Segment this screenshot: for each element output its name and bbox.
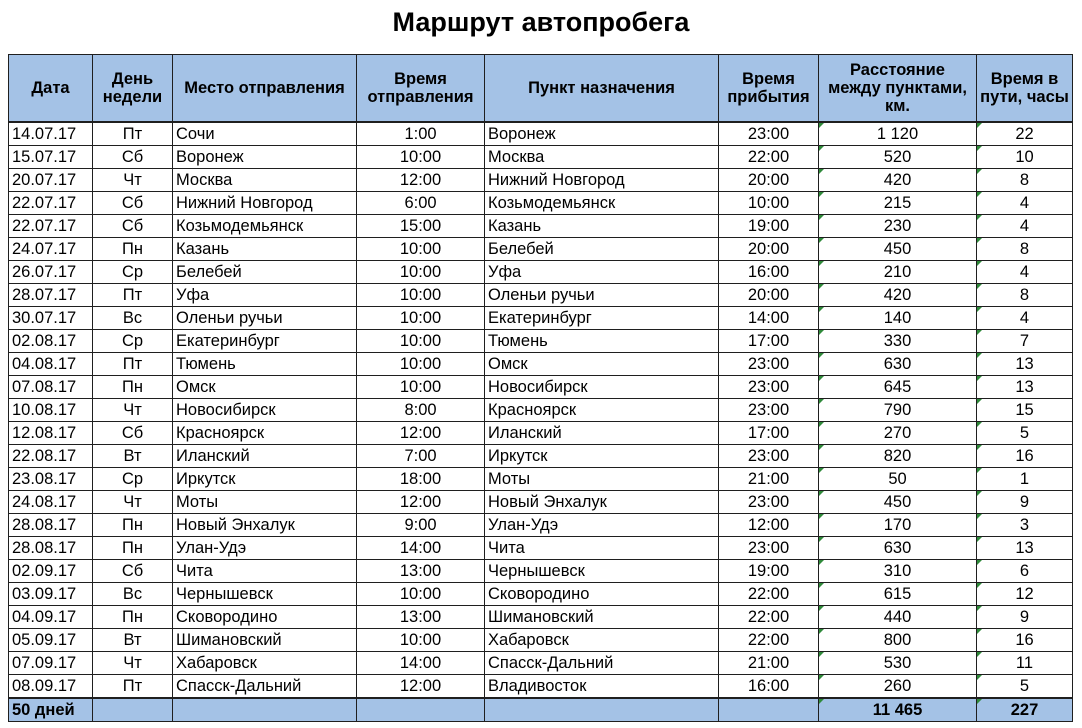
distance-cell[interactable]: 520 [819, 146, 977, 169]
date-cell[interactable]: 15.07.17 [9, 146, 93, 169]
departure-place-cell[interactable]: Сочи [173, 122, 357, 146]
distance-cell[interactable]: 270 [819, 422, 977, 445]
arrival-time-cell[interactable]: 10:00 [719, 192, 819, 215]
arrival-time-cell[interactable]: 23:00 [719, 353, 819, 376]
departure-place-cell[interactable]: Хабаровск [173, 652, 357, 675]
arrival-time-cell[interactable]: 23:00 [719, 376, 819, 399]
date-cell[interactable]: 23.08.17 [9, 468, 93, 491]
destination-cell[interactable]: Екатеринбург [485, 307, 719, 330]
weekday-cell[interactable]: Сб [93, 422, 173, 445]
table-row [9, 238, 1073, 261]
departure-time-cell[interactable]: 12:00 [357, 422, 485, 445]
table-row [9, 399, 1073, 422]
column-header-date[interactable]: Дата [9, 55, 93, 123]
departure-time-cell[interactable]: 15:00 [357, 215, 485, 238]
arrival-time-cell[interactable]: 21:00 [719, 652, 819, 675]
date-cell[interactable]: 22.07.17 [9, 192, 93, 215]
departure-time-cell[interactable]: 8:00 [357, 399, 485, 422]
distance-cell[interactable]: 820 [819, 445, 977, 468]
table-row [9, 169, 1073, 192]
departure-place-cell[interactable]: Новый Энхалук [173, 514, 357, 537]
departure-place-cell[interactable]: Иланский [173, 445, 357, 468]
route-table [8, 54, 1073, 722]
hours-cell[interactable]: 22 [977, 122, 1073, 146]
empty-cell[interactable] [93, 698, 173, 722]
departure-place-cell[interactable]: Тюмень [173, 353, 357, 376]
date-cell[interactable]: 05.09.17 [9, 629, 93, 652]
arrival-time-cell[interactable]: 17:00 [719, 422, 819, 445]
arrival-time-cell[interactable]: 20:00 [719, 169, 819, 192]
arrival-time-cell[interactable]: 17:00 [719, 330, 819, 353]
distance-cell[interactable]: 210 [819, 261, 977, 284]
total-distance-cell[interactable]: 11 465 [819, 698, 977, 722]
destination-cell[interactable]: Белебей [485, 238, 719, 261]
header-row [9, 55, 1073, 123]
table-row [9, 514, 1073, 537]
arrival-time-cell[interactable]: 22:00 [719, 146, 819, 169]
date-cell[interactable]: 28.08.17 [9, 514, 93, 537]
departure-time-cell[interactable]: 14:00 [357, 652, 485, 675]
departure-place-cell[interactable]: Екатеринбург [173, 330, 357, 353]
table-row [9, 422, 1073, 445]
distance-cell[interactable]: 800 [819, 629, 977, 652]
table-row [9, 606, 1073, 629]
departure-time-cell[interactable]: 10:00 [357, 583, 485, 606]
hours-cell[interactable]: 8 [977, 238, 1073, 261]
distance-cell[interactable]: 630 [819, 537, 977, 560]
hours-cell[interactable]: 3 [977, 514, 1073, 537]
hours-cell[interactable]: 13 [977, 376, 1073, 399]
hours-cell[interactable]: 4 [977, 261, 1073, 284]
arrival-time-cell[interactable]: 12:00 [719, 514, 819, 537]
distance-cell[interactable]: 215 [819, 192, 977, 215]
weekday-cell[interactable]: Сб [93, 215, 173, 238]
weekday-cell[interactable]: Чт [93, 169, 173, 192]
departure-time-cell[interactable]: 6:00 [357, 192, 485, 215]
date-cell[interactable]: 22.07.17 [9, 215, 93, 238]
weekday-cell[interactable]: Пн [93, 514, 173, 537]
departure-place-cell[interactable]: Красноярск [173, 422, 357, 445]
destination-cell[interactable]: Владивосток [485, 675, 719, 699]
table-row [9, 261, 1073, 284]
departure-place-cell[interactable]: Москва [173, 169, 357, 192]
departure-place-cell[interactable]: Моты [173, 491, 357, 514]
table-row [9, 215, 1073, 238]
destination-cell[interactable]: Новый Энхалук [485, 491, 719, 514]
weekday-cell[interactable]: Пн [93, 537, 173, 560]
empty-cell[interactable] [357, 698, 485, 722]
departure-time-cell[interactable]: 10:00 [357, 330, 485, 353]
departure-time-cell[interactable]: 10:00 [357, 353, 485, 376]
departure-place-cell[interactable]: Нижний Новгород [173, 192, 357, 215]
hours-cell[interactable]: 15 [977, 399, 1073, 422]
arrival-time-cell[interactable]: 22:00 [719, 629, 819, 652]
arrival-time-cell[interactable]: 23:00 [719, 491, 819, 514]
departure-place-cell[interactable]: Козьмодемьянск [173, 215, 357, 238]
date-cell[interactable]: 14.07.17 [9, 122, 93, 146]
weekday-cell[interactable]: Сб [93, 560, 173, 583]
arrival-time-cell[interactable]: 23:00 [719, 445, 819, 468]
date-cell[interactable]: 28.08.17 [9, 537, 93, 560]
departure-time-cell[interactable]: 10:00 [357, 261, 485, 284]
departure-place-cell[interactable]: Чита [173, 560, 357, 583]
date-cell[interactable]: 04.08.17 [9, 353, 93, 376]
distance-cell[interactable]: 615 [819, 583, 977, 606]
departure-time-cell[interactable]: 7:00 [357, 445, 485, 468]
column-header-arrive-time[interactable]: Время прибытия [719, 55, 819, 123]
total-hours-cell[interactable]: 227 [977, 698, 1073, 722]
empty-cell[interactable] [719, 698, 819, 722]
date-cell[interactable]: 22.08.17 [9, 445, 93, 468]
empty-cell[interactable] [173, 698, 357, 722]
hours-cell[interactable]: 4 [977, 307, 1073, 330]
totals-row [9, 698, 1073, 722]
departure-time-cell[interactable]: 10:00 [357, 146, 485, 169]
departure-time-cell[interactable]: 10:00 [357, 307, 485, 330]
distance-cell[interactable]: 440 [819, 606, 977, 629]
weekday-cell[interactable]: Чт [93, 652, 173, 675]
arrival-time-cell[interactable]: 16:00 [719, 675, 819, 699]
departure-place-cell[interactable]: Спасск-Дальний [173, 675, 357, 699]
departure-time-cell[interactable]: 10:00 [357, 284, 485, 307]
destination-cell[interactable]: Моты [485, 468, 719, 491]
table-row [9, 284, 1073, 307]
weekday-cell[interactable]: Ср [93, 261, 173, 284]
distance-cell[interactable]: 790 [819, 399, 977, 422]
arrival-time-cell[interactable]: 20:00 [719, 284, 819, 307]
weekday-cell[interactable]: Сб [93, 146, 173, 169]
distance-cell[interactable]: 330 [819, 330, 977, 353]
date-cell[interactable]: 02.08.17 [9, 330, 93, 353]
hours-cell[interactable]: 1 [977, 468, 1073, 491]
weekday-cell[interactable]: Пн [93, 606, 173, 629]
departure-time-cell[interactable]: 10:00 [357, 238, 485, 261]
destination-cell[interactable]: Спасск-Дальний [485, 652, 719, 675]
weekday-cell[interactable]: Вс [93, 307, 173, 330]
distance-cell[interactable]: 1 120 [819, 122, 977, 146]
date-cell[interactable]: 07.08.17 [9, 376, 93, 399]
departure-time-cell[interactable]: 12:00 [357, 169, 485, 192]
hours-cell[interactable]: 8 [977, 284, 1073, 307]
hours-cell[interactable]: 9 [977, 491, 1073, 514]
distance-cell[interactable]: 450 [819, 491, 977, 514]
date-cell[interactable]: 07.09.17 [9, 652, 93, 675]
departure-place-cell[interactable]: Уфа [173, 284, 357, 307]
hours-cell[interactable]: 10 [977, 146, 1073, 169]
weekday-cell[interactable]: Пн [93, 238, 173, 261]
table-row [9, 330, 1073, 353]
hours-cell[interactable]: 13 [977, 353, 1073, 376]
weekday-cell[interactable]: Пт [93, 675, 173, 699]
arrival-time-cell[interactable]: 20:00 [719, 238, 819, 261]
destination-cell[interactable]: Иркутск [485, 445, 719, 468]
destination-cell[interactable]: Омск [485, 353, 719, 376]
date-cell[interactable]: 03.09.17 [9, 583, 93, 606]
hours-cell[interactable]: 9 [977, 606, 1073, 629]
departure-place-cell[interactable]: Шимановский [173, 629, 357, 652]
distance-cell[interactable]: 140 [819, 307, 977, 330]
weekday-cell[interactable]: Пт [93, 122, 173, 146]
distance-cell[interactable]: 530 [819, 652, 977, 675]
destination-cell[interactable]: Чернышевск [485, 560, 719, 583]
distance-cell[interactable]: 450 [819, 238, 977, 261]
destination-cell[interactable]: Улан-Удэ [485, 514, 719, 537]
column-header-distance[interactable]: Расстояние между пунктами, км. [819, 55, 977, 123]
column-header-hours[interactable]: Время в пути, часы [977, 55, 1073, 123]
distance-cell[interactable]: 50 [819, 468, 977, 491]
weekday-cell[interactable]: Ср [93, 330, 173, 353]
date-cell[interactable]: 28.07.17 [9, 284, 93, 307]
column-header-to[interactable]: Пункт назначения [485, 55, 719, 123]
table-row [9, 629, 1073, 652]
weekday-cell[interactable]: Вт [93, 445, 173, 468]
departure-place-cell[interactable]: Улан-Удэ [173, 537, 357, 560]
hours-cell[interactable]: 7 [977, 330, 1073, 353]
destination-cell[interactable]: Казань [485, 215, 719, 238]
departure-place-cell[interactable]: Иркутск [173, 468, 357, 491]
weekday-cell[interactable]: Сб [93, 192, 173, 215]
column-header-from[interactable]: Место отправления [173, 55, 357, 123]
table-row [9, 560, 1073, 583]
destination-cell[interactable]: Сковородино [485, 583, 719, 606]
destination-cell[interactable]: Новосибирск [485, 376, 719, 399]
arrival-time-cell[interactable]: 23:00 [719, 537, 819, 560]
date-cell[interactable]: 20.07.17 [9, 169, 93, 192]
departure-time-cell[interactable]: 9:00 [357, 514, 485, 537]
page-title: Маршрут автопробега [392, 7, 690, 37]
weekday-cell[interactable]: Ср [93, 468, 173, 491]
departure-place-cell[interactable]: Воронеж [173, 146, 357, 169]
destination-cell[interactable]: Уфа [485, 261, 719, 284]
departure-place-cell[interactable]: Белебей [173, 261, 357, 284]
date-cell[interactable]: 04.09.17 [9, 606, 93, 629]
destination-cell[interactable]: Тюмень [485, 330, 719, 353]
column-header-weekday[interactable]: День недели [93, 55, 173, 123]
departure-time-cell[interactable]: 12:00 [357, 675, 485, 699]
date-cell[interactable]: 08.09.17 [9, 675, 93, 699]
distance-cell[interactable]: 230 [819, 215, 977, 238]
hours-cell[interactable]: 4 [977, 215, 1073, 238]
arrival-time-cell[interactable]: 19:00 [719, 215, 819, 238]
arrival-time-cell[interactable]: 22:00 [719, 606, 819, 629]
arrival-time-cell[interactable]: 14:00 [719, 307, 819, 330]
distance-cell[interactable]: 310 [819, 560, 977, 583]
departure-time-cell[interactable]: 10:00 [357, 376, 485, 399]
distance-cell[interactable]: 260 [819, 675, 977, 699]
table-row [9, 307, 1073, 330]
total-days-cell[interactable]: 50 дней [9, 698, 93, 722]
date-cell[interactable]: 26.07.17 [9, 261, 93, 284]
hours-cell[interactable]: 11 [977, 652, 1073, 675]
table-row [9, 583, 1073, 606]
arrival-time-cell[interactable]: 23:00 [719, 122, 819, 146]
table-row [9, 192, 1073, 215]
date-cell[interactable]: 10.08.17 [9, 399, 93, 422]
arrival-time-cell[interactable]: 22:00 [719, 583, 819, 606]
table-row [9, 537, 1073, 560]
table-row [9, 468, 1073, 491]
weekday-cell[interactable]: Пт [93, 284, 173, 307]
departure-time-cell[interactable]: 13:00 [357, 560, 485, 583]
destination-cell[interactable]: Чита [485, 537, 719, 560]
hours-cell[interactable]: 5 [977, 675, 1073, 699]
destination-cell[interactable]: Москва [485, 146, 719, 169]
hours-cell[interactable]: 6 [977, 560, 1073, 583]
hours-cell[interactable]: 4 [977, 192, 1073, 215]
destination-cell[interactable]: Шимановский [485, 606, 719, 629]
departure-place-cell[interactable]: Чернышевск [173, 583, 357, 606]
date-cell[interactable]: 30.07.17 [9, 307, 93, 330]
table-row [9, 652, 1073, 675]
weekday-cell[interactable]: Вс [93, 583, 173, 606]
weekday-cell[interactable]: Вт [93, 629, 173, 652]
hours-cell[interactable]: 16 [977, 629, 1073, 652]
date-cell[interactable]: 24.08.17 [9, 491, 93, 514]
destination-cell[interactable]: Козьмодемьянск [485, 192, 719, 215]
arrival-time-cell[interactable]: 19:00 [719, 560, 819, 583]
empty-cell[interactable] [485, 698, 719, 722]
hours-cell[interactable]: 5 [977, 422, 1073, 445]
table-row [9, 146, 1073, 169]
departure-time-cell[interactable]: 10:00 [357, 629, 485, 652]
destination-cell[interactable]: Оленьи ручьи [485, 284, 719, 307]
departure-time-cell[interactable]: 14:00 [357, 537, 485, 560]
destination-cell[interactable]: Нижний Новгород [485, 169, 719, 192]
weekday-cell[interactable]: Пн [93, 376, 173, 399]
distance-cell[interactable]: 645 [819, 376, 977, 399]
table-row [9, 445, 1073, 468]
destination-cell[interactable]: Иланский [485, 422, 719, 445]
table-row [9, 675, 1073, 699]
date-cell[interactable]: 24.07.17 [9, 238, 93, 261]
hours-cell[interactable]: 12 [977, 583, 1073, 606]
table-row [9, 491, 1073, 514]
weekday-cell[interactable]: Чт [93, 491, 173, 514]
departure-place-cell[interactable]: Сковородино [173, 606, 357, 629]
departure-time-cell[interactable]: 12:00 [357, 491, 485, 514]
column-header-depart-time[interactable]: Время отправления [357, 55, 485, 123]
arrival-time-cell[interactable]: 16:00 [719, 261, 819, 284]
departure-time-cell[interactable]: 13:00 [357, 606, 485, 629]
date-cell[interactable]: 02.09.17 [9, 560, 93, 583]
departure-time-cell[interactable]: 1:00 [357, 122, 485, 146]
arrival-time-cell[interactable]: 23:00 [719, 399, 819, 422]
departure-place-cell[interactable]: Казань [173, 238, 357, 261]
hours-cell[interactable]: 8 [977, 169, 1073, 192]
hours-cell[interactable]: 16 [977, 445, 1073, 468]
table-row [9, 122, 1073, 146]
table-row [9, 376, 1073, 399]
hours-cell[interactable]: 13 [977, 537, 1073, 560]
distance-cell[interactable]: 420 [819, 284, 977, 307]
destination-cell[interactable]: Красноярск [485, 399, 719, 422]
arrival-time-cell[interactable]: 21:00 [719, 468, 819, 491]
destination-cell[interactable]: Хабаровск [485, 629, 719, 652]
departure-time-cell[interactable]: 18:00 [357, 468, 485, 491]
distance-cell[interactable]: 420 [819, 169, 977, 192]
table-row [9, 353, 1073, 376]
departure-place-cell[interactable]: Омск [173, 376, 357, 399]
departure-place-cell[interactable]: Оленьи ручьи [173, 307, 357, 330]
departure-place-cell[interactable]: Новосибирск [173, 399, 357, 422]
destination-cell[interactable]: Воронеж [485, 122, 719, 146]
table-body [9, 122, 1073, 698]
weekday-cell[interactable]: Пт [93, 353, 173, 376]
date-cell[interactable]: 12.08.17 [9, 422, 93, 445]
weekday-cell[interactable]: Чт [93, 399, 173, 422]
distance-cell[interactable]: 630 [819, 353, 977, 376]
distance-cell[interactable]: 170 [819, 514, 977, 537]
